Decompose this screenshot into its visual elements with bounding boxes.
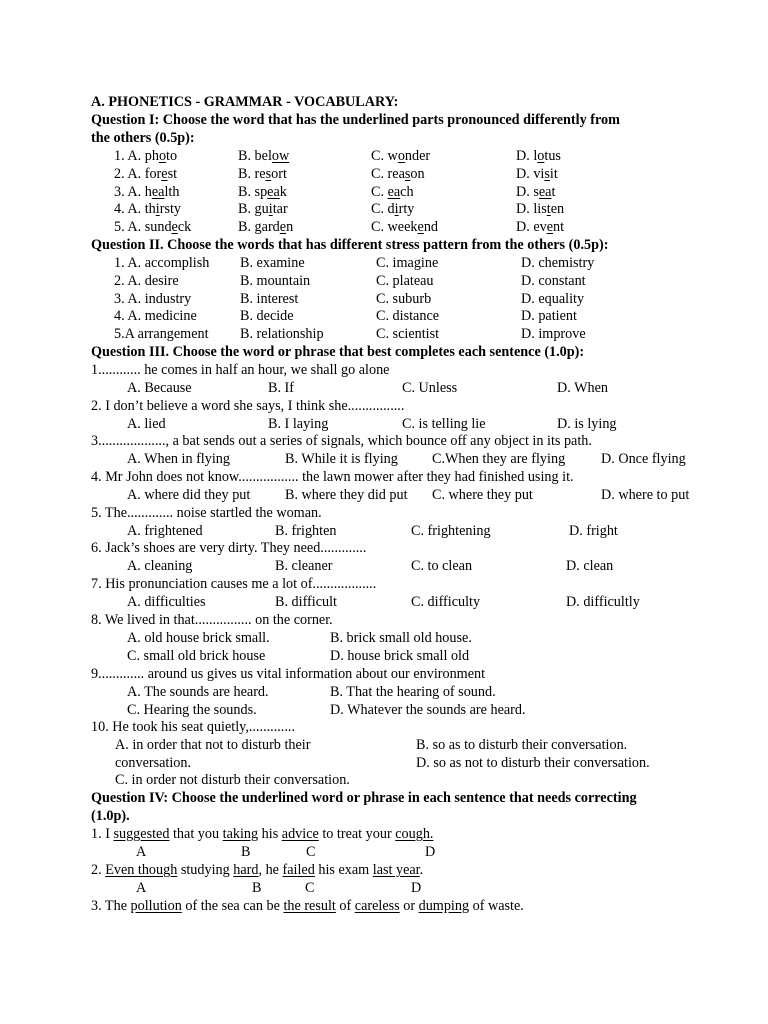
- underlined-phrase: the result: [283, 898, 336, 914]
- option-text: B. sp: [238, 183, 268, 200]
- q4-sentence-1: [91, 826, 433, 843]
- option-text: B. bel: [238, 148, 272, 164]
- q3-option: B. frighten: [275, 523, 337, 539]
- option-text: nder: [404, 148, 431, 164]
- q3-stem: 6. Jack’s shoes are very dirty. They need.............: [91, 540, 367, 556]
- option-text: nt: [553, 219, 565, 236]
- q1-option: [114, 184, 179, 201]
- q3-option: D. house brick small old: [330, 647, 470, 664]
- underlined-phrase: Even though: [105, 862, 178, 878]
- q3-option: D. is lying: [557, 416, 617, 432]
- q1-option: [516, 166, 558, 183]
- q3-option: B. If: [268, 380, 295, 396]
- sentence-text: of waste.: [469, 898, 524, 914]
- underlined-phrase: dumping: [418, 898, 470, 914]
- sentence-text: to treat your: [318, 826, 396, 842]
- q3-option: C. is telling lie: [402, 416, 486, 432]
- q3-option: A. cleaning: [127, 558, 193, 574]
- underlined-sound: e: [171, 219, 178, 236]
- q3-option: D. When: [557, 380, 608, 396]
- q4-title-line2: (1.0p).: [91, 808, 130, 824]
- underlined-sound: e: [279, 219, 287, 236]
- q3-option: C. Unless: [402, 380, 458, 396]
- option-text: C. rea: [371, 165, 405, 182]
- option-text: ort: [271, 165, 287, 182]
- option-text: 5. A. sund: [114, 219, 172, 236]
- q3-option: A. lied: [127, 416, 166, 432]
- q3-option: D. where to put: [601, 487, 690, 503]
- answer-letter: B: [252, 880, 262, 896]
- q1-title-line2: the others (0.5p):: [91, 130, 195, 146]
- q1-option: [516, 219, 564, 236]
- q1-option: [371, 166, 425, 183]
- option-text: B. gard: [238, 219, 280, 236]
- option-text: to: [166, 148, 178, 164]
- q1-option: [371, 201, 414, 218]
- underlined-phrase: suggested: [113, 826, 170, 842]
- sentence-text: his: [258, 826, 282, 842]
- answer-letter: B: [241, 844, 251, 860]
- q3-option: C.When they are flying: [432, 451, 566, 467]
- option-text: D. s: [516, 183, 539, 200]
- q1-option: [371, 184, 414, 201]
- q3-option: A. frightened: [127, 523, 203, 539]
- answer-letter: D: [425, 844, 436, 860]
- sentence-text: 1. I: [91, 826, 114, 842]
- underlined-sound: t: [546, 201, 551, 218]
- option-text: 4. A. th: [114, 201, 156, 218]
- option-text: on: [410, 165, 425, 182]
- q3-option: B. cleaner: [275, 558, 333, 574]
- underlined-phrase: failed: [282, 862, 315, 878]
- option-text: 2. A. for: [114, 165, 162, 182]
- q3-stem: 9............. around us gives us vital information about our environment: [91, 666, 486, 682]
- q3-stem: 5. The............. noise startled the woman.: [91, 505, 322, 521]
- sentence-text: , he: [258, 862, 283, 878]
- q2-option: C. plateau: [376, 272, 434, 289]
- underlined-phrase: taking: [222, 826, 259, 842]
- underlined-sound: i: [394, 201, 399, 218]
- q1-option: [238, 148, 289, 165]
- q1-option: [114, 201, 181, 218]
- option-text: B. gu: [238, 201, 269, 218]
- option-text: rty: [398, 201, 415, 218]
- underlined-sound: ea: [267, 183, 280, 200]
- q3-stem: 1............ he comes in half an hour, we shall go alone: [91, 362, 390, 378]
- sentence-text: 3. The: [91, 898, 131, 914]
- answer-letter: C: [305, 880, 315, 896]
- option-text: D. l: [516, 148, 538, 164]
- q3-stem: 8. We lived in that................ on the corner.: [91, 612, 333, 628]
- sentence-text: of: [335, 898, 355, 914]
- q2-option: C. scientist: [376, 326, 440, 343]
- underlined-sound: e: [161, 165, 168, 182]
- q3-option: B. difficult: [275, 594, 338, 610]
- option-text: 1. A. ph: [114, 148, 159, 164]
- sentence-text: that you: [169, 826, 223, 842]
- q2-option: 1. A. accomplish: [114, 255, 210, 271]
- sentence-text: 2.: [91, 862, 106, 878]
- option-text: tar: [272, 201, 288, 218]
- q3-option: A. Because: [127, 380, 192, 396]
- q3-title: Question III. Choose the word or phrase that best completes each sentence (1.0p):: [91, 344, 585, 360]
- option-text: ch: [400, 183, 414, 200]
- underlined-sound: o: [158, 148, 167, 164]
- q2-option: C. imagine: [376, 255, 439, 271]
- underlined-sound: ea: [387, 183, 401, 200]
- underlined-phrase: hard: [233, 862, 259, 878]
- q3-option: C. difficulty: [411, 594, 481, 610]
- underlined-phrase: last year: [372, 862, 420, 878]
- q3-stem: 3..................., a bat sends out a series of signals, which bounce off any object in its path.: [91, 433, 592, 449]
- sentence-text: of the sea can be: [181, 898, 284, 914]
- option-text: B. re: [238, 165, 266, 182]
- q1-option: [516, 148, 561, 165]
- q2-option: 3. A. industry: [114, 290, 192, 307]
- q1-option: [238, 184, 287, 201]
- option-text: D. lis: [516, 201, 547, 218]
- underlined-sound: e: [417, 219, 424, 236]
- q3-option: C. Hearing the sounds.: [127, 701, 257, 718]
- option-text: C. w: [371, 148, 398, 164]
- q1-option: [114, 148, 177, 165]
- option-text: C.: [371, 183, 388, 200]
- answer-letter: C: [306, 844, 316, 860]
- underlined-phrase: cough.: [395, 826, 434, 842]
- q1-option: [238, 219, 293, 236]
- option-text: D. ev: [516, 219, 547, 236]
- q3-option: C. in order not disturb their conversation.: [115, 772, 350, 788]
- q3-stem: 4. Mr John does not know................. the lawn mower after they had finished using it.: [91, 469, 574, 485]
- q3-option: D. clean: [566, 558, 614, 574]
- q2-option: D. constant: [521, 272, 586, 289]
- option-text: it: [549, 165, 558, 182]
- option-text: tus: [544, 148, 561, 164]
- option-text: n: [286, 219, 294, 236]
- option-text: t: [551, 183, 556, 200]
- option-text: st: [167, 165, 178, 182]
- q3-option: D. fright: [569, 523, 618, 539]
- underlined-sound: o: [397, 148, 405, 164]
- answer-letter: A: [136, 880, 147, 896]
- q3-option: B. I laying: [268, 416, 329, 432]
- q2-option: C. distance: [376, 308, 440, 325]
- underlined-sound: ow: [271, 148, 290, 164]
- option-text: rsty: [159, 201, 182, 218]
- sentence-text: .: [419, 862, 424, 878]
- sentence-text: or: [399, 898, 419, 914]
- q2-option: D. improve: [521, 326, 586, 343]
- q3-option: B. so as to disturb their conversation.: [416, 737, 628, 753]
- underlined-sound: e: [546, 219, 554, 236]
- q4-sentence-3: [91, 898, 524, 915]
- q3-option: conversation.: [115, 755, 192, 771]
- underlined-sound: i: [155, 201, 160, 218]
- underlined-phrase: pollution: [130, 898, 182, 914]
- q3-option: A. in order that not to disturb their: [115, 737, 311, 753]
- q3-option: A. The sounds are heard.: [127, 683, 269, 700]
- q3-option: A. where did they put: [127, 487, 251, 503]
- q3-option: C. where they put: [432, 487, 533, 503]
- q3-option: B. brick small old house.: [330, 629, 472, 646]
- q3-option: D. so as not to disturb their conversation.: [416, 755, 650, 771]
- q3-option: B. That the hearing of sound.: [330, 683, 496, 700]
- q3-option: C. frightening: [411, 523, 491, 539]
- q1-option: [516, 201, 564, 218]
- q1-title-line1: Question I: Choose the word that has the underlined parts pronounced differently from: [91, 112, 620, 128]
- q2-title: Question II. Choose the words that has different stress pattern from the others (0.5p):: [91, 237, 609, 253]
- q4-sentence-2: [91, 862, 423, 879]
- q4-title-line1: Question IV: Choose the underlined word or phrase in each sentence that needs correcting: [91, 790, 637, 806]
- q3-option: A. difficulties: [127, 594, 206, 610]
- option-text: C. week: [371, 219, 418, 236]
- option-text: en: [550, 201, 565, 218]
- option-text: C. d: [371, 201, 395, 218]
- underlined-sound: s: [544, 165, 550, 182]
- q2-option: 2. A. desire: [114, 272, 179, 289]
- q3-option: D. difficultly: [566, 594, 640, 610]
- answer-letter: A: [136, 844, 147, 860]
- sentence-text: his exam: [314, 862, 373, 878]
- underlined-phrase: advice: [281, 826, 319, 842]
- q3-option: B. where they did put: [285, 487, 408, 503]
- option-text: nd: [423, 219, 438, 236]
- underlined-sound: s: [404, 165, 411, 182]
- underlined-phrase: careless: [354, 898, 400, 914]
- underlined-sound: o: [537, 148, 545, 164]
- q1-option: [238, 201, 288, 218]
- q1-option: [371, 219, 438, 236]
- q3-stem: 7. His pronunciation causes me a lot of..................: [91, 576, 377, 592]
- q2-option: 5.A arrangement: [114, 326, 209, 343]
- q3-option: B. While it is flying: [285, 451, 398, 467]
- q2-option: D. equality: [521, 290, 585, 307]
- q2-option: B. decide: [240, 308, 294, 325]
- q2-option: B. relationship: [240, 326, 324, 343]
- q3-option: C. to clean: [411, 558, 473, 574]
- q2-option: D. chemistry: [521, 255, 595, 271]
- q1-option: [371, 148, 430, 165]
- q2-option: B. examine: [240, 255, 305, 271]
- q3-option: A. old house brick small.: [127, 629, 270, 646]
- q2-option: 4. A. medicine: [114, 308, 197, 325]
- q1-option: [114, 166, 177, 183]
- q2-option: B. interest: [240, 290, 299, 307]
- q3-option: A. When in flying: [127, 451, 230, 467]
- q3-stem: 2. I don’t believe a word she says, I think she................: [91, 398, 405, 414]
- option-text: D. vi: [516, 165, 545, 182]
- option-text: ck: [177, 219, 192, 236]
- option-text: k: [279, 183, 287, 200]
- option-text: lth: [164, 183, 180, 200]
- sentence-text: studying: [177, 862, 234, 878]
- q1-option: [114, 219, 191, 236]
- answer-letter: D: [411, 880, 422, 896]
- option-text: 3. A. h: [114, 183, 152, 200]
- q3-option: C. small old brick house: [127, 647, 266, 664]
- underlined-sound: s: [265, 165, 272, 182]
- q2-option: B. mountain: [240, 272, 311, 289]
- section-heading: A. PHONETICS - GRAMMAR - VOCABULARY:: [91, 94, 399, 110]
- q1-option: [516, 184, 555, 201]
- q3-option: D. Whatever the sounds are heard.: [330, 701, 526, 718]
- q3-stem: 10. He took his seat quietly,.............: [91, 719, 295, 735]
- q1-option: [238, 166, 287, 183]
- underlined-sound: ea: [151, 183, 165, 200]
- q2-option: C. suburb: [376, 290, 432, 307]
- q3-option: D. Once flying: [601, 451, 686, 467]
- underlined-sound: i: [268, 201, 273, 218]
- underlined-sound: ea: [538, 183, 552, 200]
- q2-option: D. patient: [521, 308, 577, 325]
